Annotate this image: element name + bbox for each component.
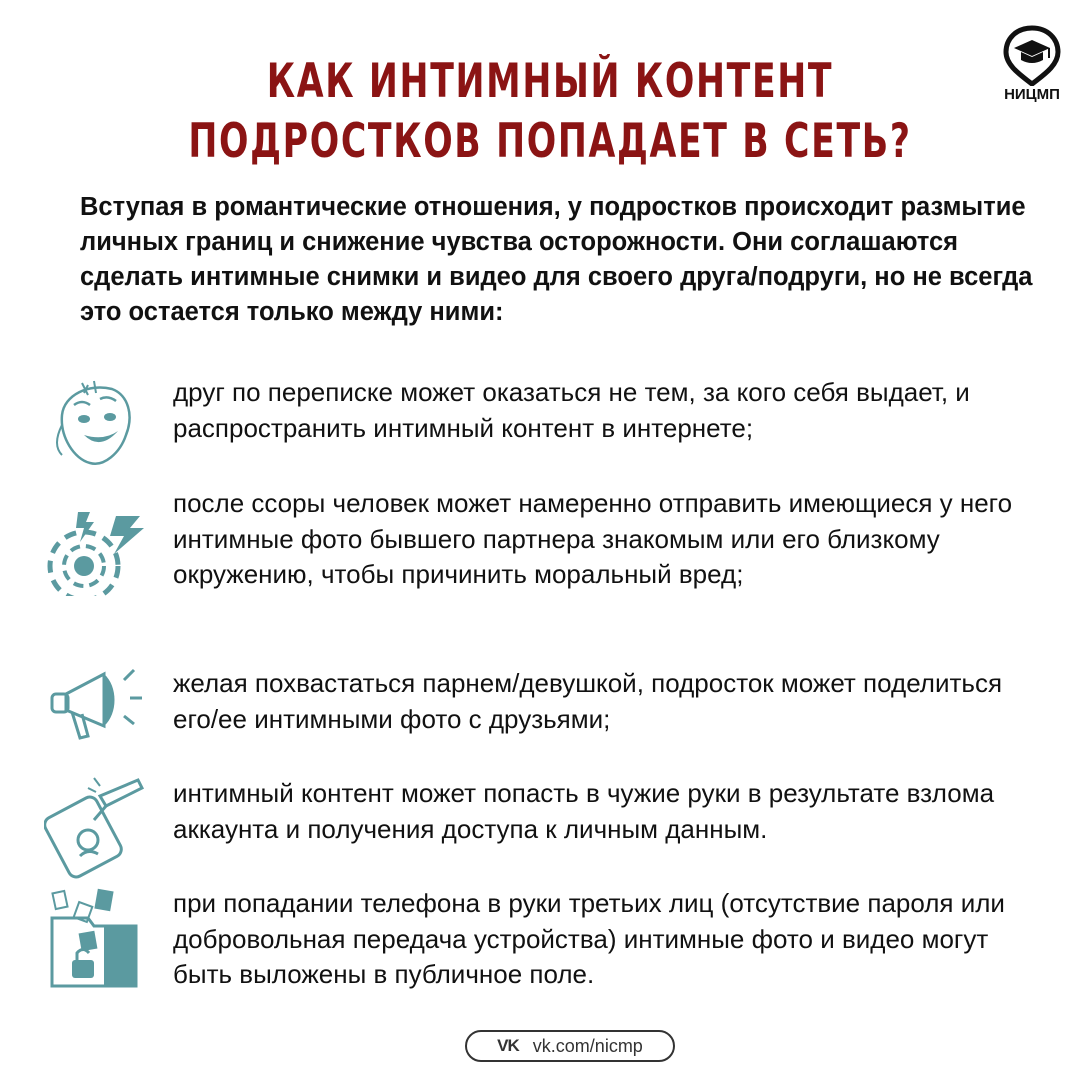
item-text: желая похвастаться парнем/девушкой, подросток может поделиться его/ее интимными фото с друзьями; xyxy=(173,668,1003,734)
item-text: интимный контент может попасть в чужие руки в результате взлома аккаунта и получения доступа к личным данным. xyxy=(173,778,995,844)
page-title xyxy=(99,52,1001,172)
vk-link[interactable] xyxy=(465,1030,675,1062)
title-line-2: ПОДРОСТКОВ ПОПАДАЕТ В СЕТЬ? xyxy=(188,114,912,169)
logo-text: НИЦМП xyxy=(1004,86,1060,103)
megaphone-icon xyxy=(44,666,154,776)
phone-hacking-icon xyxy=(44,776,154,886)
item-text: при попадании телефона в руки третьих лиц (отсутствие пароля или добровольная передача устройства) интимные фото и видео могут быть выложены в публичное поле. xyxy=(173,888,1005,989)
target-lightning-icon xyxy=(44,486,154,596)
mask-icon xyxy=(44,375,154,485)
vk-link-text[interactable]: vk.com/nicmp xyxy=(532,1035,643,1056)
folder-lock-icon xyxy=(44,886,154,996)
logo xyxy=(994,24,1070,110)
intro-text: Вступая в романтические отношения, у подростков происходит размытие личных границ и снижение чувства осторожности. Они соглашаются сделать интимные снимки и видео для своего друга/подруги, но не всегда это остается только между ними: xyxy=(80,193,1033,326)
title-line-1: КАК ИНТИМНЫЙ КОНТЕНТ xyxy=(266,54,834,109)
graduation-cap-pin-icon xyxy=(994,24,1070,86)
item-text: друг по переписке может оказаться не тем, за кого себя выдает, и распространить интимный контент в интернете; xyxy=(173,377,970,443)
vk-icon: VK xyxy=(497,1036,519,1055)
item-text: после ссоры человек может намеренно отправить имеющиеся у него интимные фото бывшего партнера знакомым или его близкому окружению, чтобы причинить моральный вред; xyxy=(173,488,1013,589)
